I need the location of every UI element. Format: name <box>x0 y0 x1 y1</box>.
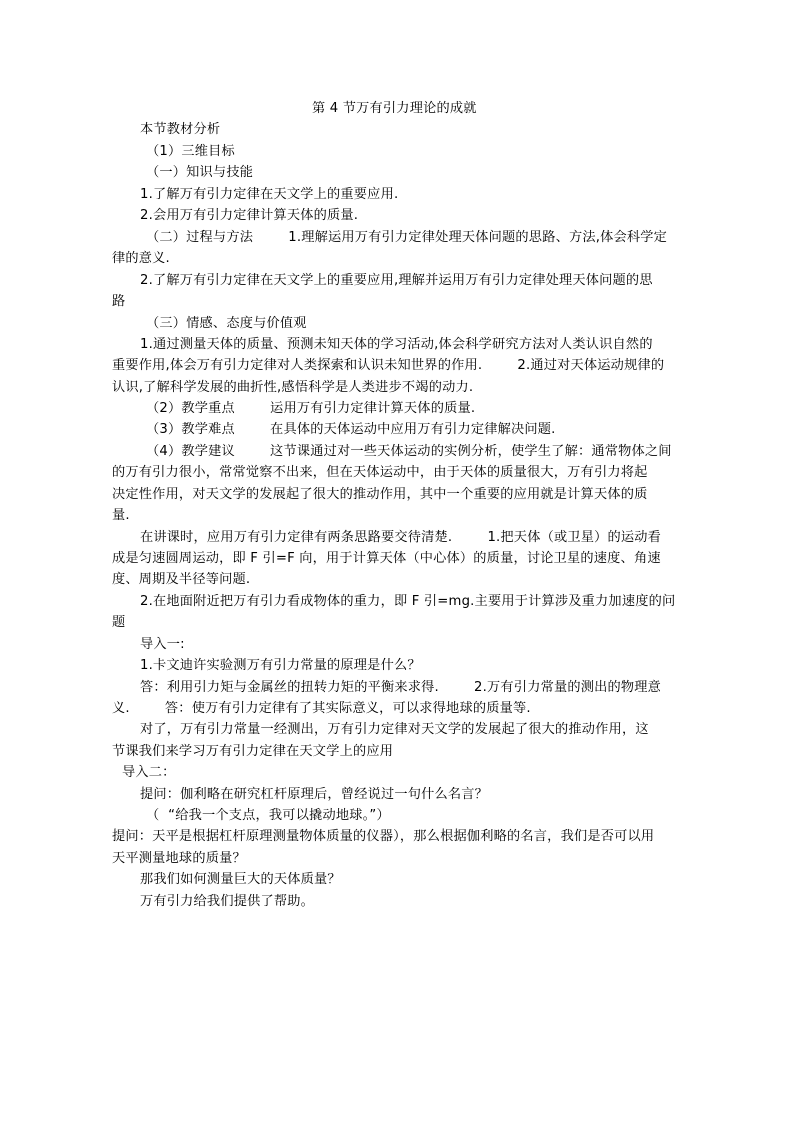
text-line: （ “给我一个支点，我可以撬动地球。”） <box>146 808 390 823</box>
text-line: 的万有引力很小，常常觉察不出来，但在天体运动中，由于天体的质量很大，万有引力将起 <box>112 465 648 480</box>
text-line: 量. <box>112 508 130 523</box>
text-line: 义. 答：使万有引力定律有了其实际意义，可以求得地球的质量等. <box>112 701 531 716</box>
text-line: 那我们如何测量巨大的天体质量？ <box>140 872 341 887</box>
text-line: 认识,了解科学发展的曲折性,感悟科学是人类进步不竭的动力. <box>112 380 474 395</box>
text-line: 万有引力给我们提供了帮助。 <box>140 894 315 909</box>
text-line: 路 <box>112 294 126 309</box>
text-line: 1.通过测量天体的质量、预测未知天体的学习活动,体会科学研究方法对人类认识自然的 <box>140 337 653 352</box>
text-line: （4）教学建议 这节课通过对一些天体运动的实例分析，使学生了解：通常物体之间 <box>146 444 672 459</box>
text-line: （二）过程与方法 1.理解运用万有引力定律处理天体问题的思路、方法,体会科学定 <box>146 230 668 245</box>
text-line: 节课我们来学习万有引力定律在天文学上的应用 <box>112 744 394 759</box>
text-line: （3）教学难点 在具体的天体运动中应用万有引力定律解决问题. <box>146 422 556 437</box>
text-line: 提问：天平是根据杠杆原理测量物体质量的仪器），那么根据伽利略的名言，我们是否可以用 <box>112 829 655 844</box>
text-line: 天平测量地球的质量？ <box>112 851 246 866</box>
text-line: 导入二： <box>122 765 176 780</box>
text-line: 重要作用,体会万有引力定律对人类探索和认识未知世界的作用. 2.通过对天体运动规律的 <box>112 358 665 373</box>
text-line: 成是匀速圆周运动，即 F 引=F 向，用于计算天体（中心体）的质量，讨论卫星的速度、角速 <box>112 551 661 566</box>
text-line: 律的意义. <box>112 251 170 266</box>
text-line: 提问：伽利略在研究杠杆原理后，曾经说过一句什么名言？ <box>140 787 489 802</box>
text-line: （三）情感、态度与价值观 <box>146 316 307 331</box>
text-line: 本节教材分析 <box>140 122 221 137</box>
text-line: 对了，万有引力常量一经测出，万有引力定律对天文学的发展起了很大的推动作用，这 <box>140 722 649 737</box>
text-line: 答：利用引力矩与金属丝的扭转力矩的平衡来求得. 2.万有引力常量的测出的物理意 <box>140 680 662 695</box>
text-line: （1）三维目标 <box>146 144 235 159</box>
text-line: 题 <box>112 615 126 630</box>
text-line: 1.卡文迪许实验测万有引力常量的原理是什么？ <box>140 658 421 673</box>
page-title: 第 4 节万有引力理论的成就 <box>312 101 477 116</box>
text-line: 2.在地面附近把万有引力看成物体的重力，即 F 引=mg.主要用于计算涉及重力加速度的问 <box>140 594 676 609</box>
text-line: （一）知识与技能 <box>146 165 254 180</box>
text-line: （2）教学重点 运用万有引力定律计算天体的质量. <box>146 401 476 416</box>
text-line: 在讲课时，应用万有引力定律有两条思路要交待清楚. 1.把天体（或卫星）的运动看 <box>140 530 662 545</box>
text-line: 2.了解万有引力定律在天文学上的重要应用,理解并运用万有引力定律处理天体问题的思 <box>140 273 653 288</box>
text-line: 导入一: <box>140 637 185 652</box>
text-line: 决定性作用，对天文学的发展起了很大的推动作用，其中一个重要的应用就是计算天体的质 <box>112 487 648 502</box>
text-line: 2.会用万有引力定律计算天体的质量. <box>140 208 359 223</box>
text-line: 度、周期及半径等问题. <box>112 572 251 587</box>
text-line: 1.了解万有引力定律在天文学上的重要应用. <box>140 187 399 202</box>
